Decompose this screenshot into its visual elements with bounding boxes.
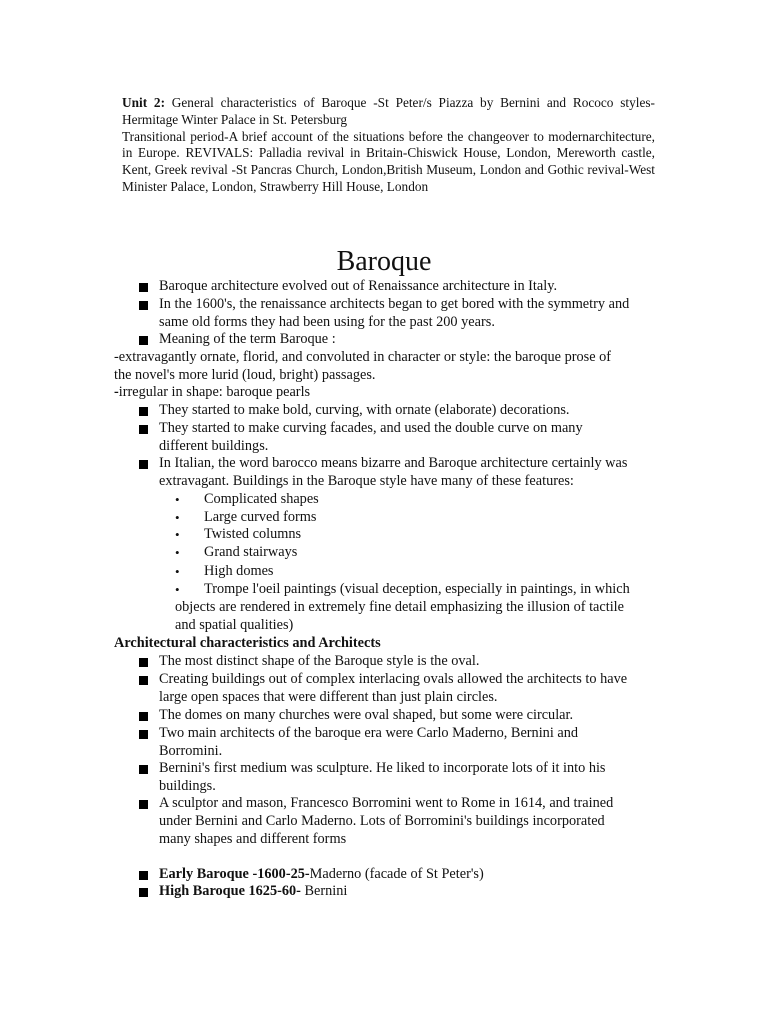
unit-paragraph-1-text: General characteristics of Baroque -St Peter/s Piazza by Bernini and Rococo styles-Hermitage Winter Palace in St. Petersburg (122, 95, 655, 127)
square-bullet-icon (139, 425, 148, 434)
unit-paragraph-1 (122, 95, 655, 129)
bullet-dot-icon: • (175, 492, 180, 507)
feature-3: Twisted columns (204, 526, 302, 542)
arch-bullet-6-line-3: many shapes and different forms (159, 831, 347, 847)
arch-bullet-3: The domes on many churches were oval shaped, but some were circular. (159, 707, 574, 723)
arch-bullet-5-line-1: Bernini's first medium was sculpture. He liked to incorporate lots of it into his (159, 760, 606, 776)
feature-5: High domes (204, 563, 274, 579)
meaning-line-2: the novel's more lurid (loud, bright) passages. (114, 367, 376, 383)
feature-2: Large curved forms (204, 509, 317, 525)
unit-label: Unit 2: (122, 95, 165, 110)
arch-bullet-6-line-1: A sculptor and mason, Francesco Borromini went to Rome in 1614, and trained (159, 795, 614, 811)
square-bullet-icon (139, 765, 148, 774)
intro-bullet-3: Meaning of the term Baroque : (159, 331, 336, 347)
meaning-line-1: -extravagantly ornate, florid, and convoluted in character or style: the baroque prose of (114, 349, 612, 365)
meaning-dash: - (114, 384, 119, 400)
intro-bullet-2-line-1: In the 1600's, the renaissance architects began to get bored with the symmetry and (159, 296, 630, 312)
bullet-dot-icon: • (175, 564, 180, 579)
unit-paragraph-2: Transitional period-A brief account of the situations before the changeover to modernarchitecture, in Europe. REVIVALS: Palladia revival in Britain-Chiswick House, London, Mereworth castle, Kent, Greek revival -St Pancras Church, London,British Museum, London and Gothic revival-West Minister Palace, London, Strawberry Hill House, London (122, 128, 655, 194)
arch-bullet-6-line-2: under Bernini and Carlo Maderno. Lots of Borromini's buildings incorporated (159, 813, 605, 829)
square-bullet-icon (139, 888, 148, 897)
arch-bullet-2-line-1: Creating buildings out of complex interlacing ovals allowed the architects to have (159, 671, 628, 687)
square-bullet-icon (139, 658, 148, 667)
intro-bullet-2-line-2: same old forms they had been using for the past 200 years. (159, 314, 495, 330)
period-high-label: High Baroque 1625-60- (159, 883, 301, 899)
square-bullet-icon (139, 283, 148, 292)
feature-6-line-2: objects are rendered in extremely fine detail emphasizing the illusion of tactile (175, 599, 624, 615)
bullet-dot-icon: • (175, 582, 180, 597)
square-bullet-icon (139, 800, 148, 809)
arch-bullet-1: The most distinct shape of the Baroque style is the oval. (159, 653, 480, 669)
period-early-text: Maderno (facade of St Peter's) (309, 866, 484, 882)
square-bullet-icon (139, 712, 148, 721)
square-bullet-icon (139, 730, 148, 739)
period-early-label: Early Baroque -1600-25- (159, 866, 310, 882)
style-bullet-1: They started to make bold, curving, with ornate (elaborate) decorations. (159, 402, 570, 418)
arch-bullet-2-line-2: large open spaces that were different than just plain circles. (159, 689, 498, 705)
period-high-text: Bernini (300, 883, 348, 899)
intro-bullet-1: Baroque architecture evolved out of Renaissance architecture in Italy. (159, 278, 558, 294)
feature-6-line-3: and spatial qualities) (175, 617, 294, 633)
section-heading: Architectural characteristics and Architects (114, 635, 381, 651)
square-bullet-icon (139, 336, 148, 345)
feature-6-line-1: Trompe l'oeil paintings (visual deception, especially in paintings, in which (204, 581, 630, 597)
style-bullet-3-line-2: extravagant. Buildings in the Baroque style have many of these features: (159, 473, 574, 489)
bullet-dot-icon: • (175, 510, 180, 525)
meaning-line-3 (114, 384, 310, 402)
meaning-line-3-text: irregular in shape: baroque pearls (118, 384, 311, 400)
period-high-baroque (159, 883, 347, 901)
bullet-dot-icon: • (175, 545, 180, 560)
square-bullet-icon (139, 301, 148, 310)
style-bullet-2-line-1: They started to make curving facades, and used the double curve on many (159, 420, 583, 436)
unit-intro (122, 95, 655, 196)
square-bullet-icon (139, 460, 148, 469)
feature-4: Grand stairways (204, 544, 298, 560)
square-bullet-icon (139, 676, 148, 685)
arch-bullet-5-line-2: buildings. (159, 778, 216, 794)
arch-bullet-4-line-2: Borromini. (159, 743, 223, 759)
page-title: Baroque (336, 246, 432, 277)
square-bullet-icon (139, 871, 148, 880)
period-early-baroque (159, 866, 484, 884)
square-bullet-icon (139, 407, 148, 416)
style-bullet-2-line-2: different buildings. (159, 438, 269, 454)
arch-bullet-4-line-1: Two main architects of the baroque era were Carlo Maderno, Bernini and (159, 725, 579, 741)
style-bullet-3-line-1: In Italian, the word barocco means bizarre and Baroque architecture certainly was (159, 455, 628, 471)
bullet-dot-icon: • (175, 527, 180, 542)
feature-1: Complicated shapes (204, 491, 319, 507)
